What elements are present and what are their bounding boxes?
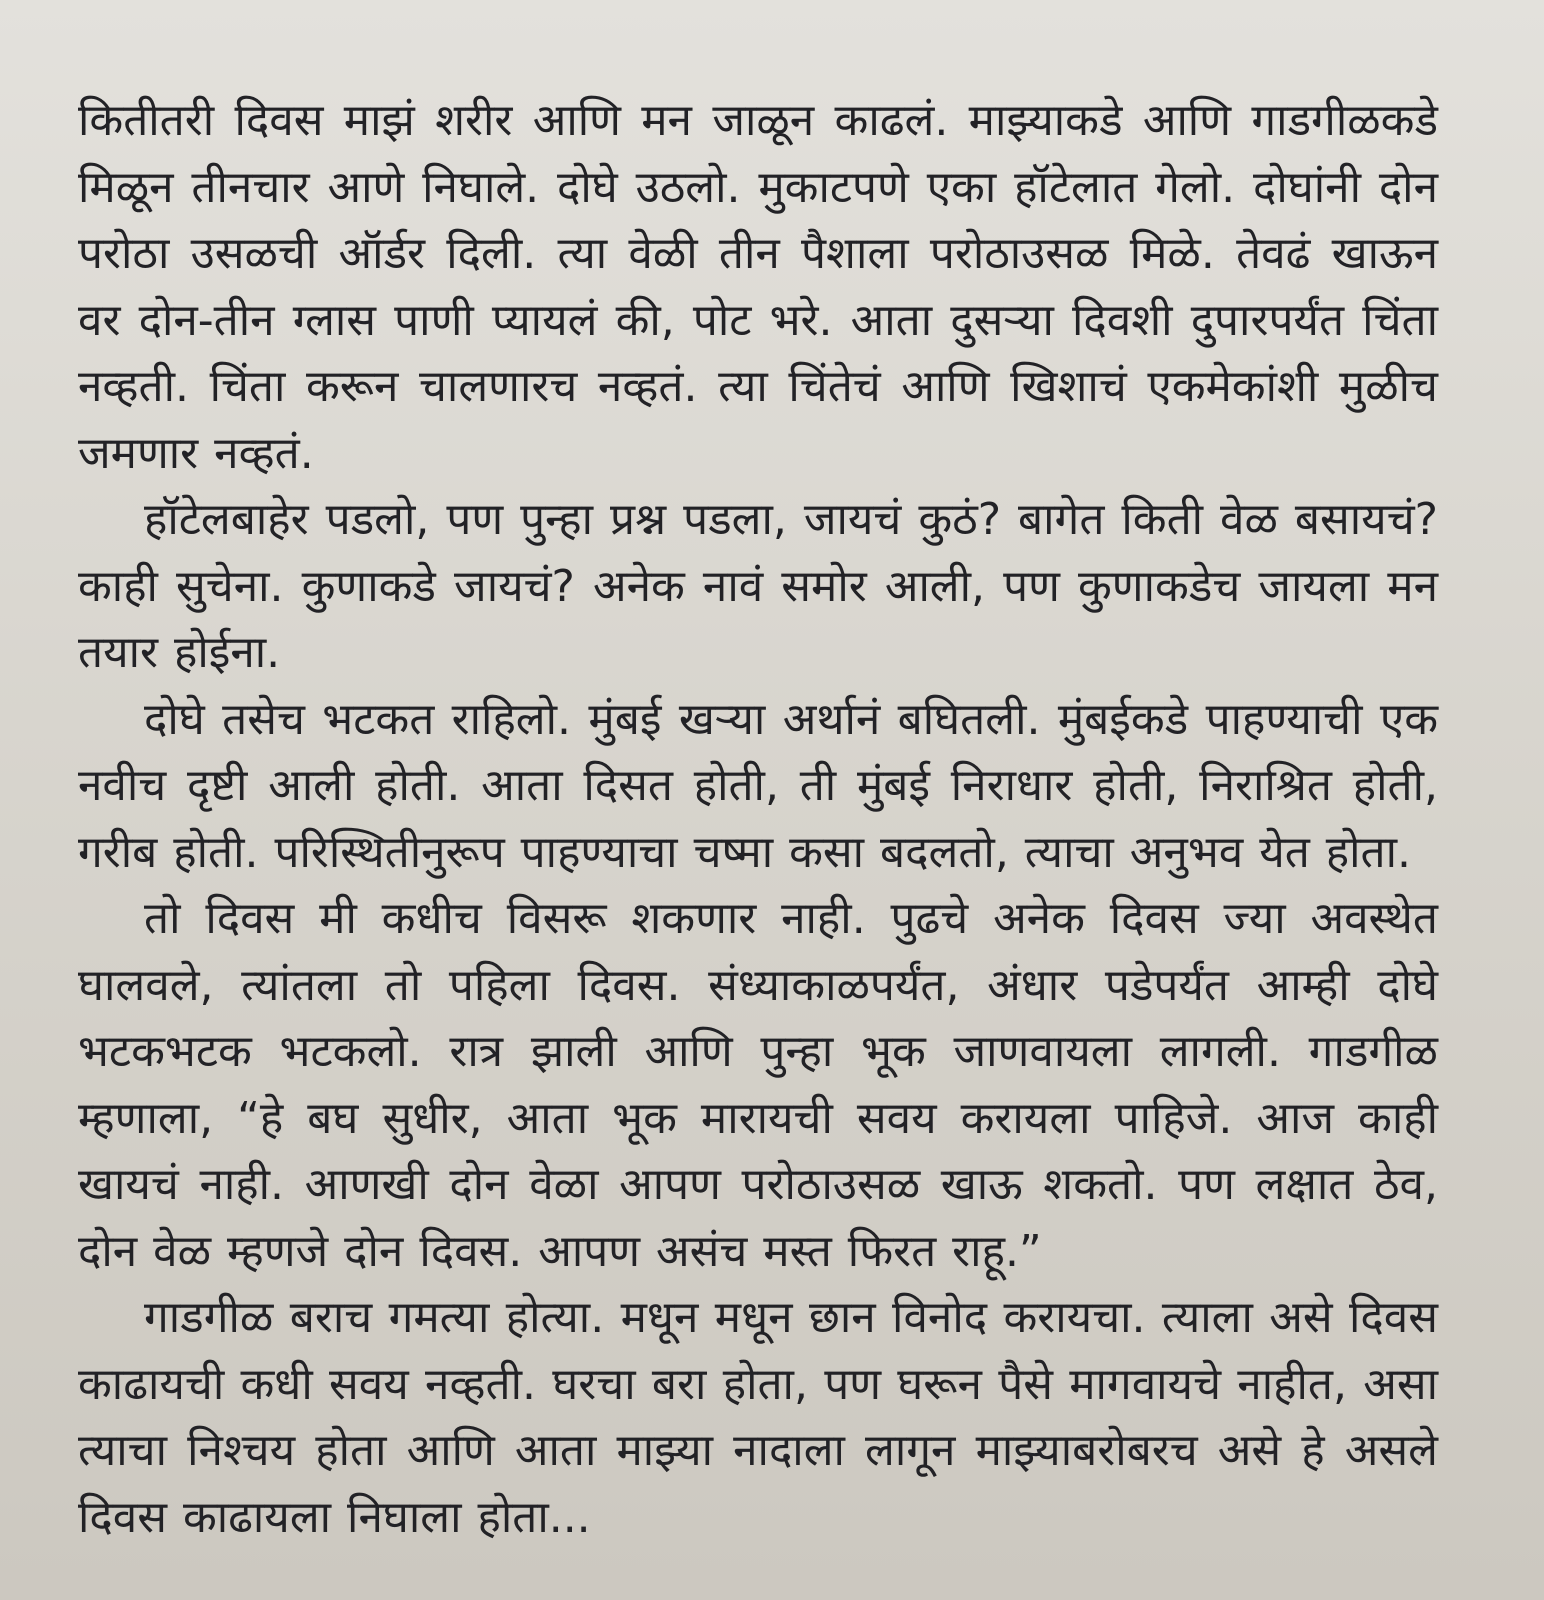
paragraph-4: तो दिवस मी कधीच विसरू शकणार नाही. पुढचे अनेक दिवस ज्या अवस्थेत घालवले, त्यांतला तो पहिला दिवस. संध्याकाळपर्यंत, अंधार पडेपर्यंत आम्ही दोघे भटकभटक भटकलो. रात्र झाली आणि पुन्हा भूक जाणवायला लागली. गाडगीळ म्हणाला, “हे बघ सुधीर, आता भूक मारायची सवय करायला पाहिजे. आज काही खायचं नाही. आणखी दोन वेळा आपण परोठाउसळ खाऊ शकतो. पण लक्षात ठेव, दोन वेळ म्हणजे दोन दिवस. आपण असंच मस्त फिरत राहू.” — [78, 893, 1438, 1277]
paragraph-2: हॉटेलबाहेर पडलो, पण पुन्हा प्रश्न पडला, जायचं कुठं? बागेत किती वेळ बसायचं? काही सुचेना. कुणाकडे जायचं? अनेक नावं समोर आली, पण कुणाकडेच जायला मन तयार होईना. — [78, 494, 1438, 678]
book-page-text — [78, 88, 1438, 1551]
paragraph-5: गाडगीळ बराच गमत्या होत्या. मधून मधून छान विनोद करायचा. त्याला असे दिवस काढायची कधी सवय नव्हती. घरचा बरा होता, पण घरून पैसे मागवायचे नाहीत, असा त्याचा निश्चय होता आणि आता माझ्या नादाला लागून माझ्याबरोबरच असे हे असले दिवस काढायला निघाला होता... — [78, 1292, 1438, 1543]
paragraph-3: दोघे तसेच भटकत राहिलो. मुंबई खऱ्या अर्थानं बघितली. मुंबईकडे पाहण्याची एक नवीच दृष्टी आली होती. आता दिसत होती, ती मुंबई निराधार होती, निराश्रित होती, गरीब होती. परिस्थितीनुरूप पाहण्याचा चष्मा कसा बदलतो, त्याचा अनुभव येत होता. — [78, 693, 1438, 878]
paragraph-1: कितीतरी दिवस माझं शरीर आणि मन जाळून काढलं. माझ्याकडे आणि गाडगीळकडे मिळून तीनचार आणे निघाले. दोघे उठलो. मुकाटपणे एका हॉटेलात गेलो. दोघांनी दोन परोठा उसळची ऑर्डर दिली. त्या वेळी तीन पैशाला परोठाउसळ मिळे. तेवढं खाऊन वर दोन-तीन ग्लास पाणी प्यायलं की, पोट भरे. आता दुसऱ्या दिवशी दुपारपर्यंत चिंता नव्हती. चिंता करून चालणारच नव्हतं. त्या चिंतेचं आणि खिशाचं एकमेकांशी मुळीच जमणार नव्हतं. — [78, 95, 1438, 479]
